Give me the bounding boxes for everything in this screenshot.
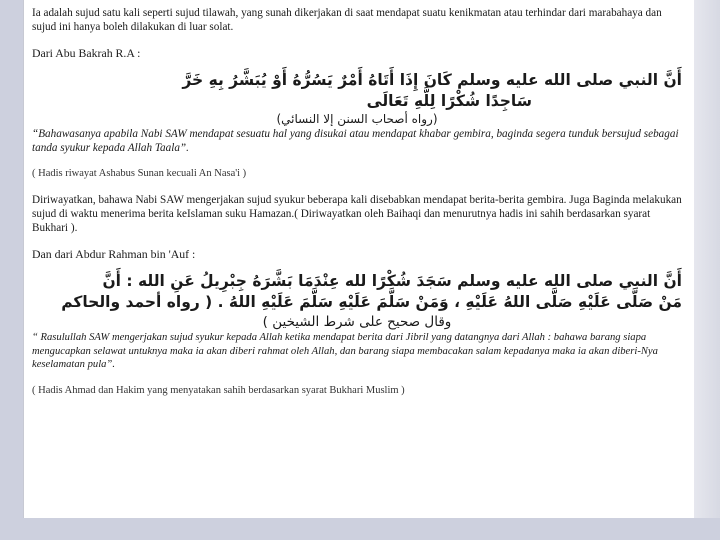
source-1: ( Hadis riwayat Ashabus Sunan kecuali An Nasa'i ) bbox=[32, 168, 247, 179]
arabic-hadith-1-line-1: أَنَّ النبي صلى الله عليه وسلم كَانَ إِذَا أَتَاهُ أَمْرٌ يَسُرُّهُ أَوْ يُبَشَّرُ بِهِ خَرَّ bbox=[182, 71, 682, 89]
arabic-hadith-1-line-2: سَاجِدًا شُكْرًا لِلَّهِ تَعَالَى bbox=[366, 92, 532, 110]
page-left-edge bbox=[23, 0, 24, 518]
bottom-margin-band bbox=[0, 518, 720, 540]
document-page bbox=[24, 0, 694, 518]
translation-1: “Bahawasanya apabila Nabi SAW mendapat sesuatu hal yang disukai atau mendapat khabar gembira, baginda segera tunduk bersujud sebagai tanda syukur kepada Allah Taala”. bbox=[32, 128, 679, 154]
paragraph-2: Diriwayatkan, bahawa Nabi SAW mengerjakan sujud syukur beberapa kali disebabkan mendapat berita-berita gembira. Juga Baginda melakukan sujud di waktu menerima berita keIslaman suku Hamazan.( Diriwayatkan oleh Baihaqi dan menurutnya hadis ini sahih berdasarkan syarat Bukhari ). bbox=[32, 194, 682, 234]
heading-abu-bakrah: Dari Abu Bakrah R.A : bbox=[32, 46, 141, 60]
arabic-hadith-2-line-3: وقال صحيح على شرط الشيخين ) bbox=[262, 314, 452, 330]
source-2: ( Hadis Ahmad dan Hakim yang menyatakan sahih berdasarkan syarat Bukhari Muslim ) bbox=[32, 384, 405, 396]
document-content bbox=[32, 6, 682, 398]
translation-2: “ Rasulullah SAW mengerjakan sujud syukur kepada Allah ketika mendapat berita dari Jibril yang datangnya dari Allah : bahawa barang siapa mengucapkan selawat untuknya maka ia akan diberi rahmat oleh Allah, dan barang siapa membacakan salam kepadanya maka ia akan diberi-Nya keselamatan pula”. bbox=[32, 332, 658, 370]
arabic-hadith-2-line-1: أَنَّ النبي صلى الله عليه وسلم سَجَدَ شُكْرًا لله عِنْدَمَا بَشَّرَهُ جِبْرِيلُ عَنِ الله : أَنَّ bbox=[102, 272, 682, 290]
intro-paragraph: Ia adalah sujud satu kali seperti sujud tilawah, yang sunah dikerjakan di saat mendapat suatu kenikmatan atau terhindar dari marabahaya dan sujud ini hanya boleh dilakukan di luar solat. bbox=[32, 7, 662, 33]
arabic-hadith-2-line-2: مَنْ صَلَّى عَلَيْهِ صَلَّى اللهُ عَلَيْهِ ، وَمَنْ سَلَّمَ عَلَيْهِ سَلَّمَ عَلَيْهِ اللهُ . ( رواه أحمد والحاكم bbox=[61, 293, 682, 311]
right-margin-shade bbox=[694, 0, 720, 540]
arabic-hadith-1-source: (رواه أصحاب السنن إلا النسائي) bbox=[276, 112, 438, 126]
heading-abdur-rahman: Dan dari Abdur Rahman bin 'Auf : bbox=[32, 247, 196, 261]
